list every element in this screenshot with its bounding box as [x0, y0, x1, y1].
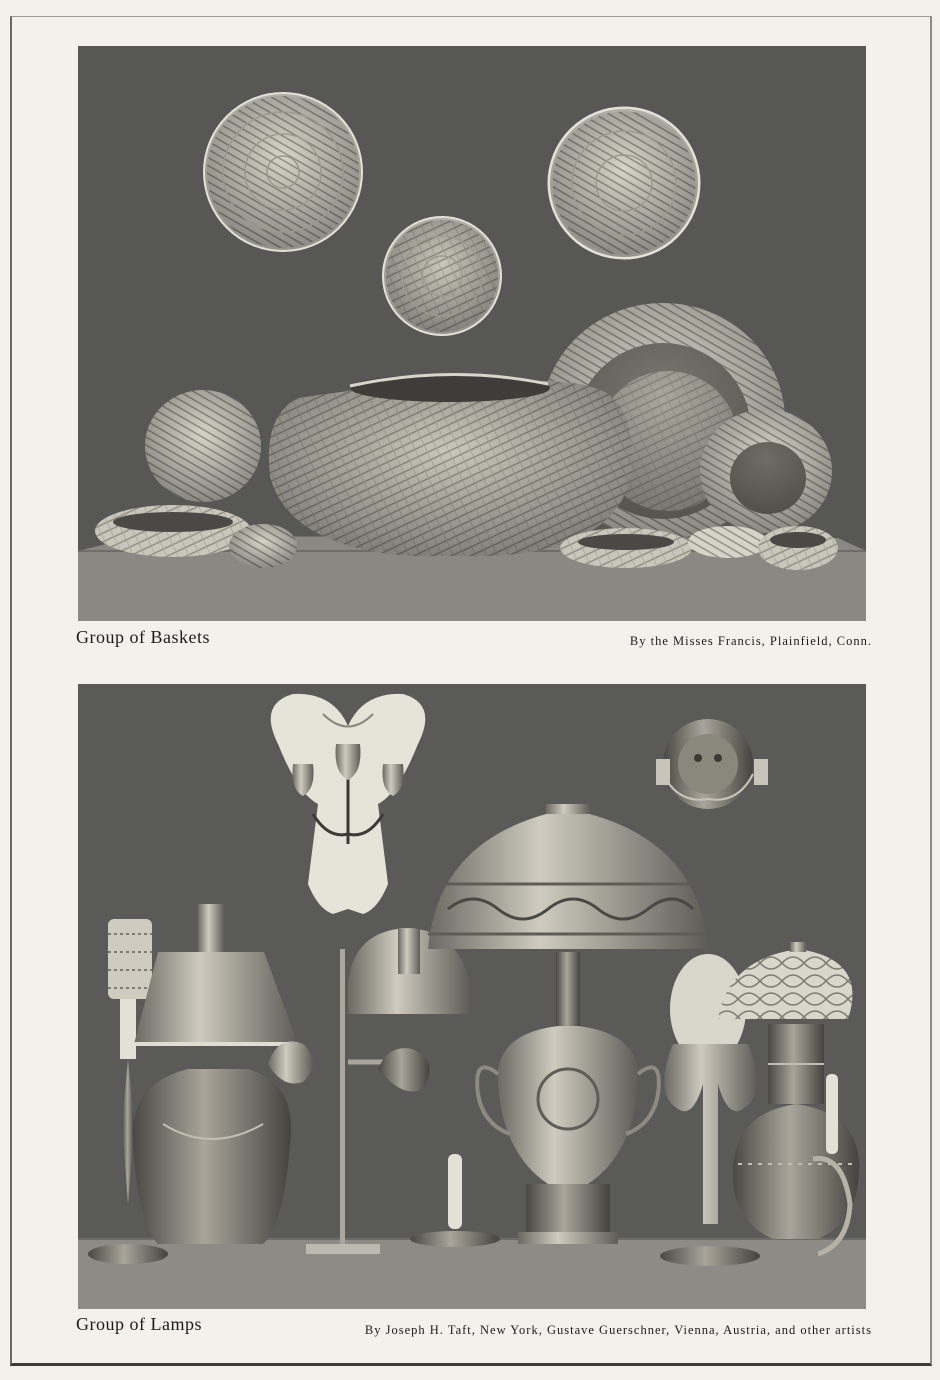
lamps-caption-title: Group of Lamps [76, 1314, 202, 1334]
small-open-basket [700, 409, 832, 533]
small-lidded-basket [229, 524, 297, 568]
wall-basket-plate-right [550, 109, 698, 257]
large-round-vessel-basket [269, 374, 632, 556]
wall-basket-plate-left [205, 94, 361, 250]
baskets-caption-credit: By the Misses Francis, Plainfield, Conn. [629, 634, 872, 648]
lamps-caption-credit: By Joseph H. Taft, New York, Gustave Guerschner, Vienna, Austria, and other artists [364, 1323, 872, 1337]
tilted-basket-plate [145, 390, 261, 502]
low-tray-basket-left [95, 505, 251, 557]
wall-basket-plate-center [384, 218, 500, 334]
ring-basket [560, 528, 692, 568]
baskets-photograph [78, 46, 866, 621]
lamps-photograph [78, 684, 866, 1309]
baskets-caption-title: Group of Baskets [76, 627, 210, 647]
